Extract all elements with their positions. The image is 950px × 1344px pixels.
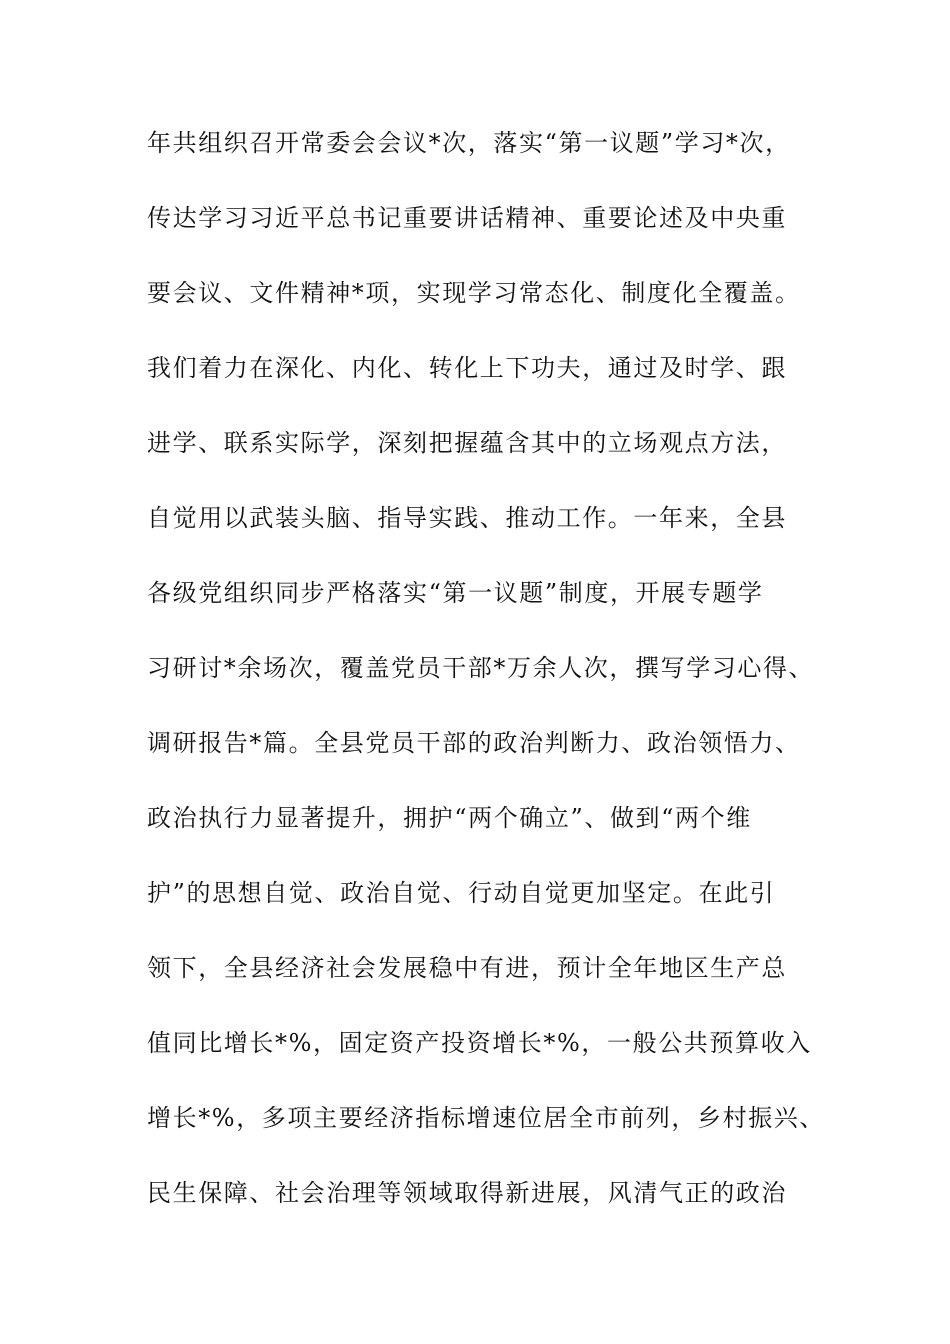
text-line: 值同比增长*%，固定资产投资增长*%，一般公共预算收入 [147,1029,812,1057]
text-line: 调研报告*篇。全县党员干部的政治判断力、政治领悟力、 [147,729,801,757]
text-line: 年共组织召开常委会会议*次，落实“第一议题”学习*次， [147,129,791,157]
text-line: 自觉用以武装头脑、指导实践、推动工作。一年来，全县 [147,504,787,532]
text-line: 增长*%，多项主要经济指标增速位居全市前列，乡村振兴、 [147,1104,826,1132]
text-line: 习研讨*余场次，覆盖党员干部*万余人次，撰写学习心得、 [147,654,815,682]
text-line: 护”的思想自觉、政治自觉、行动自觉更加坚定。在此引 [147,879,776,907]
text-line: 政治执行力显著提升，拥护“两个确立”、做到“两个维 [147,804,752,832]
text-line: 领下，全县经济社会发展稳中有进，预计全年地区生产总 [147,954,787,982]
text-line: 要会议、文件精神*项，实现学习常态化、制度化全覆盖。 [147,279,801,307]
text-line: 传达学习习近平总书记重要讲话精神、重要论述及中央重 [147,204,787,232]
text-line: 我们着力在深化、内化、转化上下功夫，通过及时学、跟 [147,354,787,382]
text-line: 民生保障、社会治理等领域取得新进展，风清气正的政治 [147,1179,787,1207]
text-line: 各级党组织同步严格落实“第一议题”制度，开展专题学 [147,579,764,607]
text-line: 进学、联系实际学，深刻把握蕴含其中的立场观点方法， [147,429,787,457]
